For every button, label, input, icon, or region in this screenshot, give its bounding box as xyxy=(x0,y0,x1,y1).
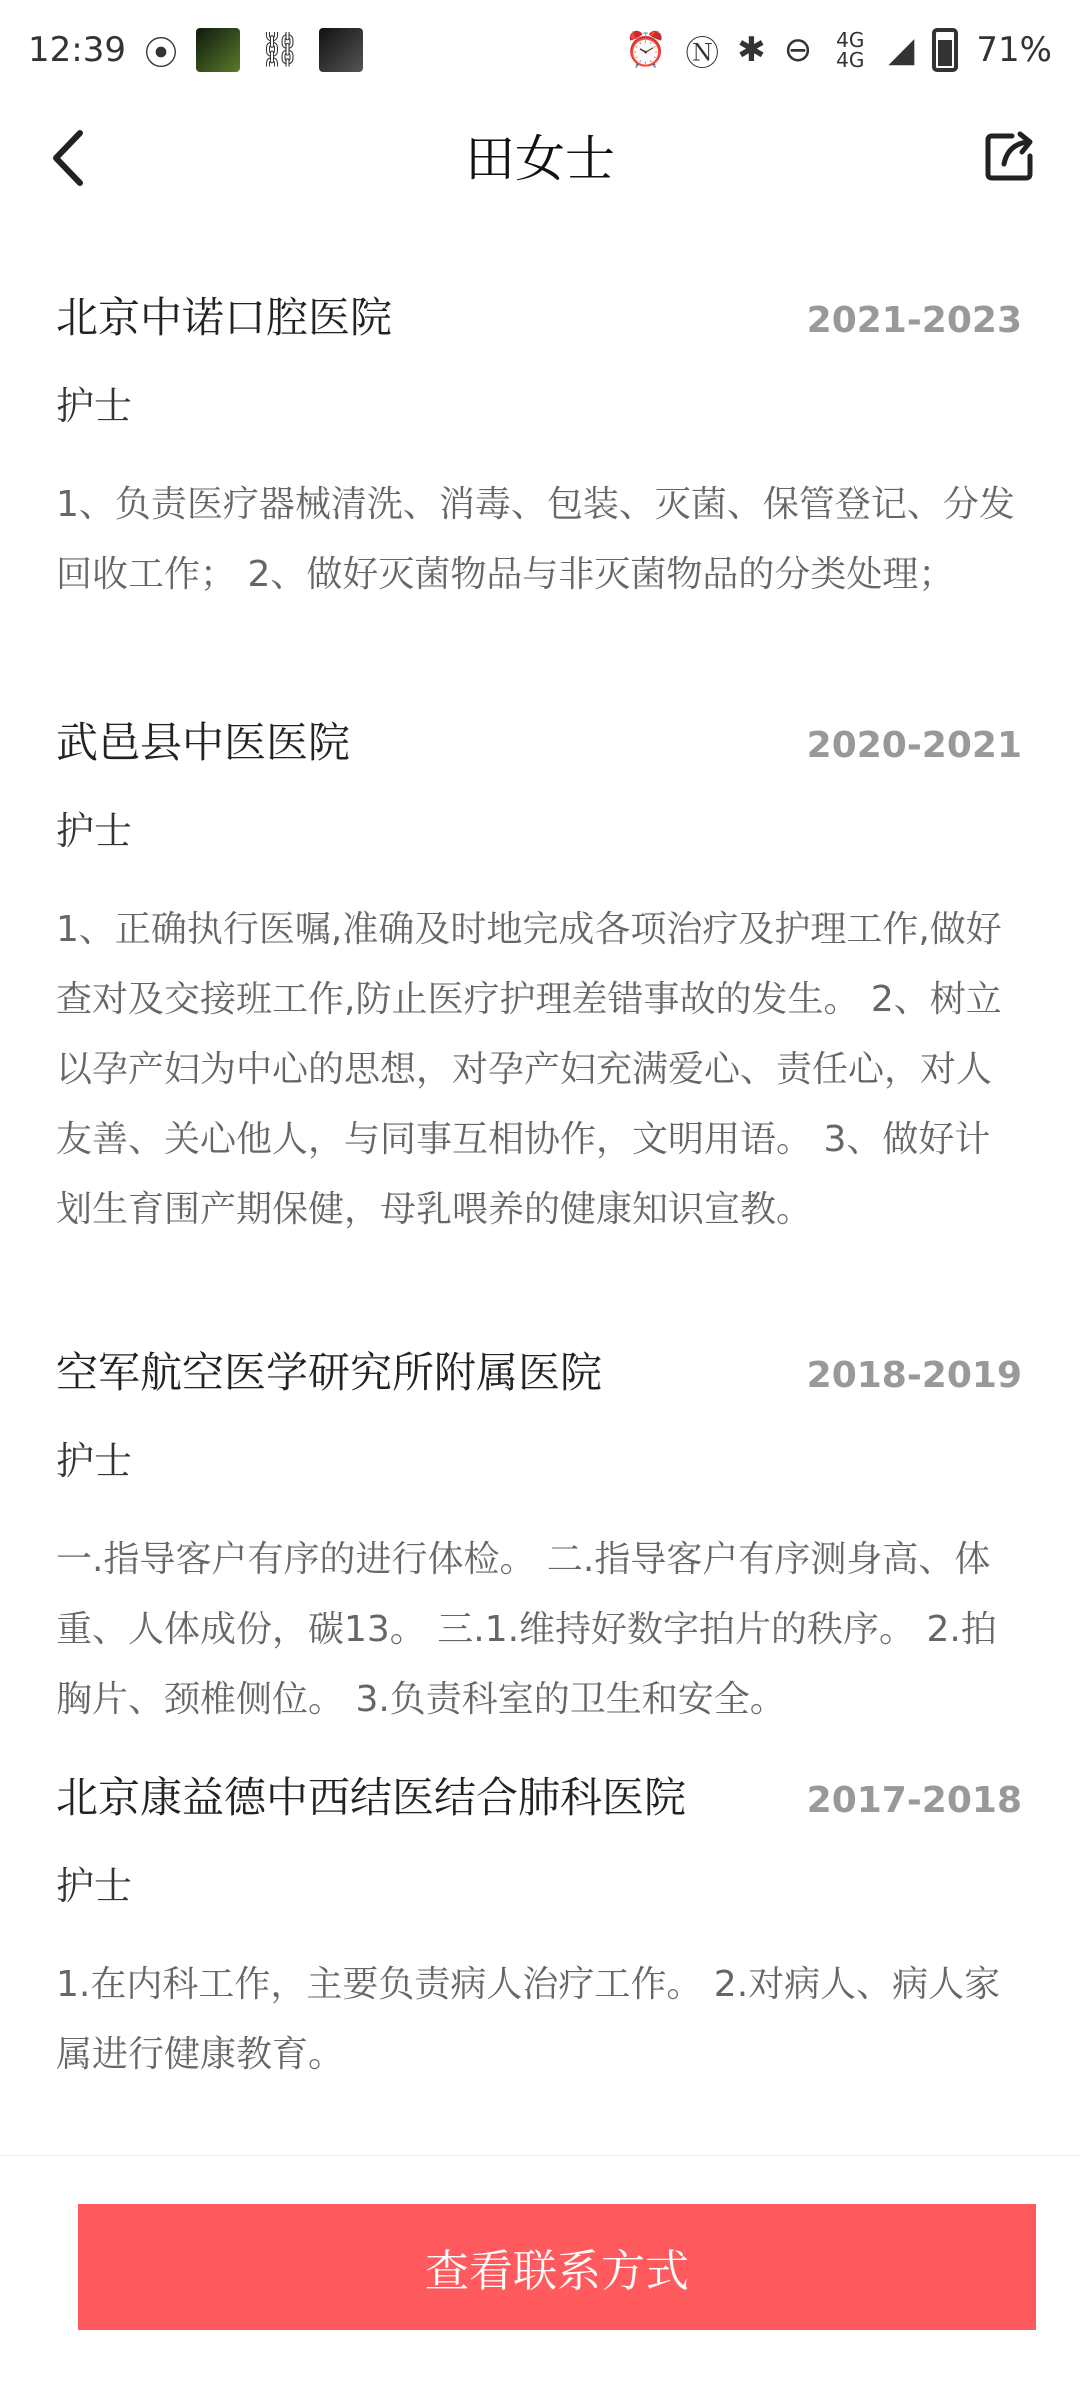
job-header xyxy=(0,1340,1080,1400)
signal-icon: ◢ xyxy=(888,30,915,70)
job-description: 1、正确执行医嘱,准确及时地完成各项治疗及护理工作,做好查对及交接班工作,防止医疗护理差错事故的发生。 2、树立以孕产妇为中心的思想，对孕产妇充满爱心、责任心，对人友善、关心他人，与同事互相协作，文明用语。 3、做好计划生育围产期保健，母乳喂养的健康知识宣教。 xyxy=(56,909,1002,1230)
alarm-icon: ⏰ xyxy=(624,30,668,70)
status-left xyxy=(28,26,363,75)
job-years: 2018-2019 xyxy=(806,1355,1022,1396)
status-bar xyxy=(0,0,1080,100)
work-experience-list[interactable] xyxy=(0,210,1080,2155)
link-icon: ⛓ xyxy=(257,30,302,70)
back-arrow-icon[interactable] xyxy=(38,128,98,188)
job-item xyxy=(0,1340,1080,1735)
view-contact-button[interactable]: 查看联系方式 xyxy=(78,2204,1036,2330)
job-header xyxy=(0,285,1080,345)
battery-icon xyxy=(932,28,958,72)
bottom-action-bar xyxy=(0,2155,1080,2401)
bluetooth-icon: ✱ xyxy=(737,30,766,70)
job-description: 1.在内科工作，主要负责病人治疗工作。 2.对病人、病人家属进行健康教育。 xyxy=(56,1964,1001,2075)
job-company: 空军航空医学研究所附属医院 xyxy=(56,1348,603,1397)
job-role: 护士 xyxy=(56,809,133,853)
job-item xyxy=(0,710,1080,1245)
job-header xyxy=(0,710,1080,770)
status-right xyxy=(625,26,1052,75)
job-role: 护士 xyxy=(56,1864,133,1908)
dnd-icon: ⊖ xyxy=(783,30,813,70)
nav-bar xyxy=(0,100,1080,210)
job-years: 2020-2021 xyxy=(806,725,1022,766)
job-company: 北京中诺口腔医院 xyxy=(56,293,393,342)
job-description: 一.指导客户有序的进行体检。 二.指导客户有序测身高、体重、人体成份，碳13。 三.1.维持好数字拍片的秩序。 2.拍胸片、颈椎侧位。 3.负责科室的卫生和安全。 xyxy=(56,1539,997,1720)
job-years: 2017-2018 xyxy=(806,1780,1022,1821)
network-label: 4G 4G xyxy=(836,28,865,72)
job-item xyxy=(0,285,1080,610)
job-years: 2021-2023 xyxy=(806,300,1022,341)
job-role: 护士 xyxy=(56,384,133,428)
battery-fill xyxy=(938,40,952,66)
nfc-icon: Ⓝ xyxy=(685,33,720,74)
job-company: 武邑县中医医院 xyxy=(56,718,351,767)
job-header xyxy=(0,1765,1080,1825)
battery-percentage: 71% xyxy=(976,30,1052,70)
status-time: 12:39 xyxy=(28,30,126,70)
job-item xyxy=(0,1765,1080,2090)
notification-thumbnail-icon xyxy=(319,28,363,72)
job-role: 护士 xyxy=(56,1439,133,1483)
job-description: 1、负责医疗器械清洗、消毒、包装、灭菌、保管登记、分发回收工作； 2、做好灭菌物品与非灭菌物品的分类处理； xyxy=(56,484,1015,595)
notification-thumbnail-icon xyxy=(196,28,240,72)
record-icon: ⦿ xyxy=(143,33,178,74)
page-title: 田女士 xyxy=(465,130,615,188)
share-icon[interactable] xyxy=(978,124,1042,188)
job-company: 北京康益德中西结医结合肺科医院 xyxy=(56,1773,687,1822)
